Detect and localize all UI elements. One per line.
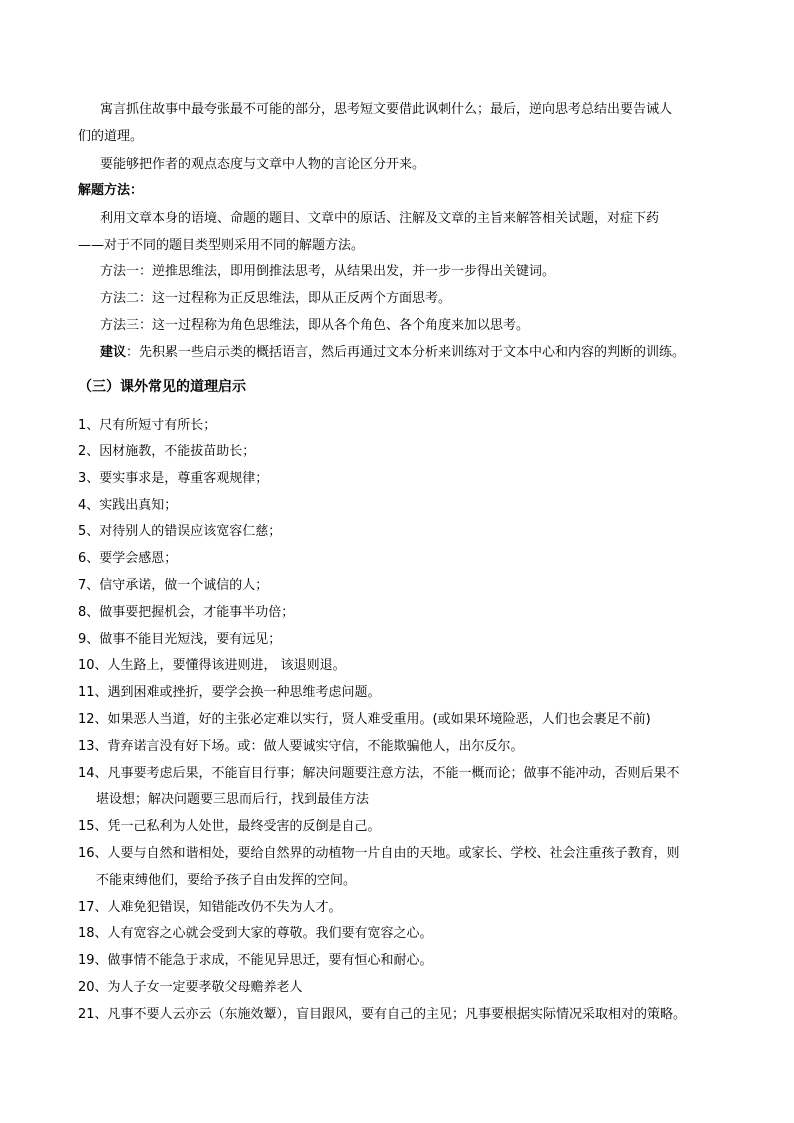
list-item: 3、要实事求是，尊重客观规律； [78, 471, 269, 486]
list-item: 2、因材施教，不能拔苗助长； [78, 444, 256, 459]
list-item: 13、背弃诺言没有好下场。或：做人要诚实守信，不能欺骗他人，出尔反尔。 [78, 739, 524, 754]
list-item: 21、凡事不要人云亦云（东施效颦），盲目跟风，要有自己的主见；凡事要根据实际情况采取相对的策略。 [78, 1007, 687, 1022]
list-item: 17、人难免犯错误，知错能改仍不失为人才。 [78, 900, 342, 915]
method-three: 方法三：这一过程称为角色思维法，即从各个角色、各个角度来加以思考。 [100, 318, 530, 333]
list-item: 6、要学会感恩； [78, 551, 178, 566]
list-item: 19、做事情不能急于求成，不能见异思迁，要有恒心和耐心。 [78, 953, 433, 968]
list-item: 18、人有宽容之心就会受到大家的尊敬。我们要有宽容之心。 [78, 926, 433, 941]
list-item-continued: 不能束缚他们，要给予孩子自由发挥的空间。 [96, 873, 357, 888]
method-line-2: ——对于不同的题目类型则采用不同的解题方法。 [78, 238, 365, 253]
intro-line-3: 要能够把作者的观点态度与文章中人物的言论区分开来。 [100, 157, 426, 172]
list-item-continued: 堪设想；解决问题要三思而后行，找到最佳方法 [96, 792, 370, 807]
suggestion-text: ：先积累一些启示类的概括语言，然后再通过文本分析来训练对于文本中心和内容的判断的训练。 [126, 345, 686, 360]
method-one: 方法一：逆推思维法，即用倒推法思考，从结果出发，并一步一步得出关键词。 [100, 264, 556, 279]
intro-line-2: 们的道理。 [78, 129, 144, 144]
list-item: 12、如果恶人当道，好的主张必定难以实行，贤人难受重用。(或如果环境险恶，人们也会裹足不前) [78, 712, 651, 727]
list-item: 9、做事不能目光短浅，要有远见； [78, 632, 282, 647]
list-item: 16、人要与自然和谐相处，要给自然界的动植物一片自由的天地。或家长、学校、社会注重孩子教育，则 [78, 846, 680, 861]
list-item: 4、实践出真知； [78, 498, 178, 513]
suggestion [100, 344, 685, 362]
list-item: 11、遇到困难或挫折，要学会换一种思维考虑问题。 [78, 685, 381, 700]
method-heading: 解题方法： [78, 183, 144, 198]
intro-line-1: 寓言抓住故事中最夸张最不可能的部分，思考短文要借此讽刺什么；最后，逆向思考总结出要告诫人 [100, 102, 673, 117]
list-item: 1、尺有所短寸有所长； [78, 418, 217, 433]
method-two: 方法二：这一过程称为正反思维法，即从正反两个方面思考。 [100, 291, 452, 306]
list-item: 5、对待别人的错误应该宽容仁慈； [78, 524, 282, 539]
list-item: 14、凡事要考虑后果，不能盲目行事；解决问题要注意方法，不能一概而论；做事不能冲动，否则后果不 [78, 766, 680, 781]
section-title: （三）课外常见的道理启示 [78, 379, 246, 395]
list-item: 8、做事要把握机会，才能事半功倍； [78, 605, 295, 620]
list-item: 20、为人子女一定要孝敬父母赡养老人 [78, 980, 303, 995]
list-item: 10、人生路上，要懂得该进则进， 该退则退。 [78, 658, 346, 673]
list-item: 7、信守承诺，做一个诚信的人； [78, 578, 269, 593]
list-item: 15、凭一己私利为人处世，最终受害的反倒是自己。 [78, 819, 381, 834]
method-line-1: 利用文章本身的语境、命题的题目、文章中的原话、注解及文章的主旨来解答相关试题，对症下药 [100, 211, 660, 226]
suggestion-label: 建议 [100, 345, 127, 360]
